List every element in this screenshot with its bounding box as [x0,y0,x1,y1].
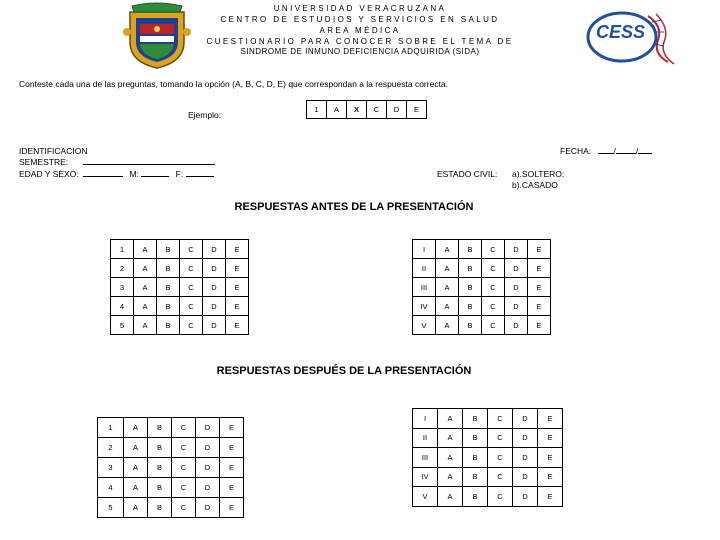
answer-option-d[interactable]: D [513,487,538,507]
answer-option-b[interactable]: B [157,278,180,297]
answer-option-c[interactable]: C [482,240,505,259]
answer-option-b[interactable]: B [463,487,488,507]
instructions-text: Conteste cada una de las preguntas, tomando la opción (A, B, C, D, E) que correspondan a la respuesta correcta. [19,79,449,89]
answer-option-d[interactable]: D [513,448,538,468]
header-questionnaire: CUESTIONARIO PARA CONOCER SOBRE EL TEMA DE [206,37,514,46]
semester-row [19,157,215,168]
answer-option-a[interactable]: A [436,316,459,335]
civil-option-single: a).SOLTERO: [512,169,565,179]
answer-option-b[interactable]: B [459,278,482,297]
answer-row [413,240,551,259]
answer-row [98,418,244,438]
answer-option-a[interactable]: A [436,240,459,259]
date-year-field[interactable] [638,153,652,154]
answer-option-c[interactable]: C [488,448,513,468]
answer-option-a[interactable]: A [438,448,463,468]
answer-option-c[interactable]: C [172,458,196,478]
answer-row [111,259,249,278]
answer-option-e[interactable]: E [528,259,551,278]
after-section-title: RESPUESTAS DESPUÉS DE LA PRESENTACIÓN [216,365,472,377]
answer-option-d[interactable]: D [203,297,226,316]
answer-option-c[interactable]: C [180,259,203,278]
header-university: UNIVERSIDAD VERACRUZANA [273,4,447,13]
answer-option-a[interactable]: A [436,259,459,278]
date-label: FECHA: [560,146,592,156]
question-number: IV [413,297,436,316]
answer-option-b[interactable]: B [157,297,180,316]
answer-option-d[interactable]: D [505,240,528,259]
answer-option-b[interactable]: B [157,316,180,335]
answer-option-b[interactable]: B [463,428,488,448]
answer-option-c[interactable]: C [482,259,505,278]
answer-option-b[interactable]: B [463,409,488,429]
answer-option-e[interactable]: E [226,278,249,297]
answer-option-d[interactable]: D [505,316,528,335]
answer-option-a[interactable]: A [124,478,148,498]
answer-option-d[interactable]: D [513,428,538,448]
age-sex-label: EDAD Y SEXO: [19,169,79,179]
answer-option-d[interactable]: D [203,316,226,335]
answer-option-e[interactable]: E [538,409,563,429]
question-number: 3 [98,458,124,478]
question-number: 2 [111,259,134,278]
answer-option-b[interactable]: B [148,478,172,498]
answer-option-d[interactable]: D [196,498,220,518]
question-number: I [413,240,436,259]
answer-option-c[interactable]: C [482,278,505,297]
answer-option-a[interactable]: A [438,467,463,487]
date-day-field[interactable] [598,153,614,154]
answer-option-a[interactable]: A [134,297,157,316]
answer-option-e[interactable]: E [538,467,563,487]
example-cell: E [407,101,427,119]
answer-option-b[interactable]: B [459,316,482,335]
example-cell: C [367,101,387,119]
question-number: 1 [98,418,124,438]
answer-option-b[interactable]: B [148,458,172,478]
answer-option-c[interactable]: C [482,316,505,335]
answer-option-c[interactable]: C [488,428,513,448]
answer-option-e[interactable]: E [220,478,244,498]
answer-option-a[interactable]: A [134,316,157,335]
example-cell: A [327,101,347,119]
answer-row [413,487,563,507]
answer-option-b[interactable]: B [157,259,180,278]
question-number: 2 [98,438,124,458]
answer-option-a[interactable]: A [124,418,148,438]
answer-row [413,428,563,448]
answer-row [98,438,244,458]
answer-option-c[interactable]: C [172,418,196,438]
date-row: FECHA: / / [560,146,652,157]
answer-option-b[interactable]: B [459,297,482,316]
female-field[interactable] [186,176,214,177]
answer-option-e[interactable]: E [538,448,563,468]
answer-row [98,478,244,498]
civil-status-label: ESTADO CIVIL: [437,169,498,179]
question-number: 3 [111,278,134,297]
answer-row [413,448,563,468]
semester-label: SEMESTRE: [19,157,69,167]
answer-option-d[interactable]: D [513,409,538,429]
answer-option-c[interactable]: C [180,316,203,335]
example-label: Ejemplo: [188,110,222,120]
before-section-title: RESPUESTAS ANTES DE LA PRESENTACIÓN [234,201,474,213]
answer-row [111,297,249,316]
answer-option-e[interactable]: E [226,259,249,278]
answer-option-d[interactable]: D [196,478,220,498]
answer-option-e[interactable]: E [538,428,563,448]
answer-option-e[interactable]: E [226,240,249,259]
question-number: III [413,278,436,297]
question-number: 1 [111,240,134,259]
example-row [306,100,427,119]
answer-option-c[interactable]: C [482,297,505,316]
answer-row [413,316,551,335]
answer-option-d[interactable]: D [196,458,220,478]
cess-logo [578,6,698,68]
answer-option-e[interactable]: E [528,240,551,259]
answer-option-a[interactable]: A [438,409,463,429]
answer-option-e[interactable]: E [226,297,249,316]
answer-row [413,278,551,297]
answer-row [413,467,563,487]
date-month-field[interactable] [616,153,636,154]
before-left-table [110,239,249,335]
question-number: IV [413,467,438,487]
after-right-table [412,408,563,507]
answer-row [413,409,563,429]
answer-option-e[interactable]: E [528,316,551,335]
answer-option-e[interactable]: E [538,487,563,507]
answer-row [413,259,551,278]
answer-option-d[interactable]: D [513,467,538,487]
answer-option-e[interactable]: E [220,418,244,438]
example-cell: 1 [307,101,327,119]
question-number: V [413,316,436,335]
question-number: II [413,259,436,278]
cess-logo-text: CESS [596,22,646,42]
answer-option-e[interactable]: E [220,438,244,458]
answer-option-a[interactable]: A [124,438,148,458]
answer-row [111,316,249,335]
answer-option-e[interactable]: E [528,278,551,297]
question-number: 5 [111,316,134,335]
answer-row [98,458,244,478]
answer-option-d[interactable]: D [203,240,226,259]
answer-option-a[interactable]: A [134,278,157,297]
answer-option-d[interactable]: D [196,438,220,458]
age-field[interactable] [83,176,123,177]
before-right-table [412,239,551,335]
answer-row [98,498,244,518]
answer-option-c[interactable]: C [488,487,513,507]
answer-option-c[interactable]: C [180,278,203,297]
question-number: I [413,409,438,429]
answer-option-a[interactable]: A [124,498,148,518]
answer-option-a[interactable]: A [438,487,463,507]
female-label: F: [175,169,184,179]
answer-option-c[interactable]: C [180,297,203,316]
answer-row [111,278,249,297]
example-cell: D [387,101,407,119]
example-marked-cell: X [347,101,367,119]
header-center: CENTRO DE ESTUDIOS Y SERVICIOS EN SALUD [220,15,500,24]
answer-option-a[interactable]: A [124,458,148,478]
answer-option-d[interactable]: D [505,278,528,297]
age-sex-row [19,169,214,180]
answer-option-a[interactable]: A [438,428,463,448]
answer-option-b[interactable]: B [463,448,488,468]
answer-option-e[interactable]: E [528,297,551,316]
answer-option-a[interactable]: A [436,297,459,316]
answer-option-c[interactable]: C [488,467,513,487]
answer-option-b[interactable]: B [459,259,482,278]
male-label: M: [129,169,139,179]
header-topic: SINDROME DE INMUNO DEFICIENCIA ADQUIRIDA (SIDA) [240,47,480,56]
answer-option-c[interactable]: C [488,409,513,429]
header-area: AREA MÉDICA [319,26,401,35]
answer-option-d[interactable]: D [203,259,226,278]
question-number: 4 [98,478,124,498]
answer-option-b[interactable]: B [148,418,172,438]
male-field[interactable] [141,176,169,177]
answer-option-c[interactable]: C [180,240,203,259]
answer-option-d[interactable]: D [196,418,220,438]
question-number: II [413,428,438,448]
answer-row [413,297,551,316]
question-number: V [413,487,438,507]
answer-option-b[interactable]: B [463,467,488,487]
answer-option-e[interactable]: E [220,498,244,518]
question-number: III [413,448,438,468]
answer-option-d[interactable]: D [505,259,528,278]
answer-option-e[interactable]: E [220,458,244,478]
answer-option-d[interactable]: D [505,297,528,316]
answer-option-c[interactable]: C [172,478,196,498]
question-number: 5 [98,498,124,518]
answer-option-c[interactable]: C [172,438,196,458]
civil-option-married: b).CASADO [512,180,558,190]
answer-option-e[interactable]: E [226,316,249,335]
answer-option-b[interactable]: B [157,240,180,259]
answer-option-a[interactable]: A [134,240,157,259]
after-left-table [97,417,244,518]
answer-option-c[interactable]: C [172,498,196,518]
semester-field[interactable] [83,164,215,165]
answer-option-d[interactable]: D [203,278,226,297]
answer-option-a[interactable]: A [134,259,157,278]
identification-title: IDENTIFICACION [19,146,88,156]
question-number: 4 [111,297,134,316]
answer-option-b[interactable]: B [148,438,172,458]
answer-option-b[interactable]: B [148,498,172,518]
answer-option-a[interactable]: A [436,278,459,297]
answer-option-b[interactable]: B [459,240,482,259]
answer-row [111,240,249,259]
